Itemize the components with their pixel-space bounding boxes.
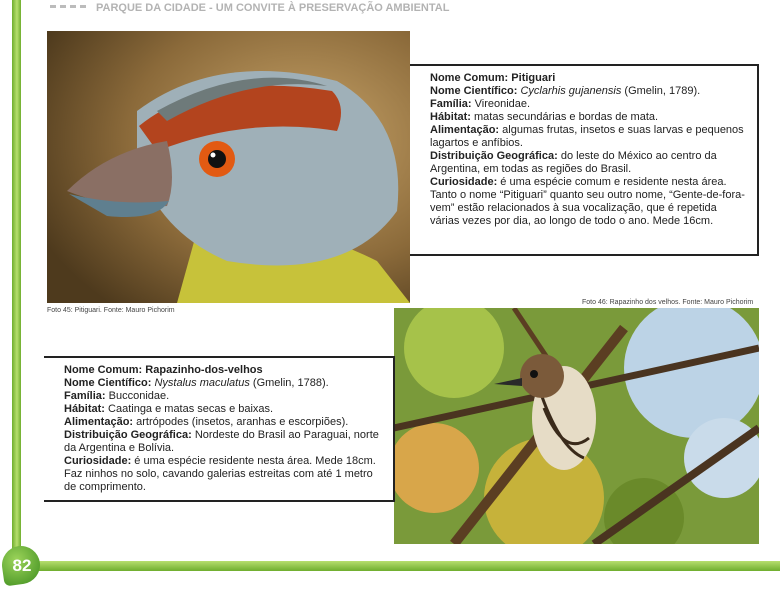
photo-caption-1: Foto 45: Pitiguari. Fonte: Mauro Pichorim xyxy=(47,307,175,314)
page-header-title: PARQUE DA CIDADE - UM CONVITE À PRESERVAÇÃO AMBIENTAL xyxy=(96,2,450,14)
family-label: Família: xyxy=(64,390,106,402)
bottom-green-bar xyxy=(28,561,780,571)
scientific-name-value: Nystalus maculatus xyxy=(154,377,250,389)
scientific-name-label: Nome Científico: xyxy=(64,377,152,389)
family-value: Vireonidae. xyxy=(474,98,531,110)
photo-caption-2: Foto 46: Rapazinho dos velhos. Fonte: Mauro Pichorim xyxy=(582,299,754,306)
photo-pitiguari xyxy=(47,31,410,303)
page-number: 82 xyxy=(12,556,32,575)
common-name-value: Rapazinho-dos-velhos xyxy=(145,364,263,376)
distribution-label: Distribuição Geográfica: xyxy=(64,429,192,441)
scientific-author: (Gmelin, 1789). xyxy=(624,85,701,97)
common-name-label: Nome Comum: xyxy=(64,364,143,376)
family-value: Bucconidae. xyxy=(108,390,170,402)
food-value: algumas frutas, insetos e suas larvas e pequenos lagartos e anfíbios. xyxy=(430,124,744,149)
photo-rapazinho xyxy=(394,308,759,544)
distribution-label: Distribuição Geográfica: xyxy=(430,150,558,162)
species-info-box-rapazinho xyxy=(44,356,395,502)
common-name-label: Nome Comum: xyxy=(430,72,509,84)
habitat-value: matas secundárias e bordas de mata. xyxy=(474,111,659,123)
distribution-value: do leste do México ao centro da Argentina, em todas as regiões do Brasil. xyxy=(430,150,717,175)
scientific-author: (Gmelin, 1788). xyxy=(252,377,329,389)
scientific-name-value: Cyclarhis gujanensis xyxy=(520,85,622,97)
common-name-value: Pitiguari xyxy=(511,72,556,84)
food-label: Alimentação: xyxy=(430,124,500,136)
family-label: Família: xyxy=(430,98,472,110)
left-green-bar xyxy=(12,0,21,560)
curiosity-label: Curiosidade: xyxy=(430,176,498,188)
food-label: Alimentação: xyxy=(64,416,134,428)
habitat-label: Hábitat: xyxy=(430,111,471,123)
habitat-value: Caatinga e matas secas e baixas. xyxy=(108,403,274,415)
curiosity-value: é uma espécie residente nesta área. Mede 18cm. Faz ninhos no solo, cavando galerias estreitas com até 1 metro de comprimento. xyxy=(64,455,376,493)
scientific-name-label: Nome Científico: xyxy=(430,85,518,97)
curiosity-value: é uma espécie comum e residente nesta área. Tanto o nome “Pitiguari” quanto seu outro nome, “Gente-de-fora-vem” estão relacionados à sua vocalização, que é repetida várias vezes por dia, ao longo de todo o ano. Mede 16cm. xyxy=(430,176,745,227)
species-info-box-pitiguari xyxy=(410,64,759,256)
distribution-value: Nordeste do Brasil ao Paraguai, norte da Argentina e Bolívia. xyxy=(64,429,379,454)
habitat-label: Hábitat: xyxy=(64,403,105,415)
food-value: artrópodes (insetos, aranhas e escorpiões). xyxy=(136,416,349,428)
header-dashes xyxy=(50,5,86,14)
curiosity-label: Curiosidade: xyxy=(64,455,132,467)
